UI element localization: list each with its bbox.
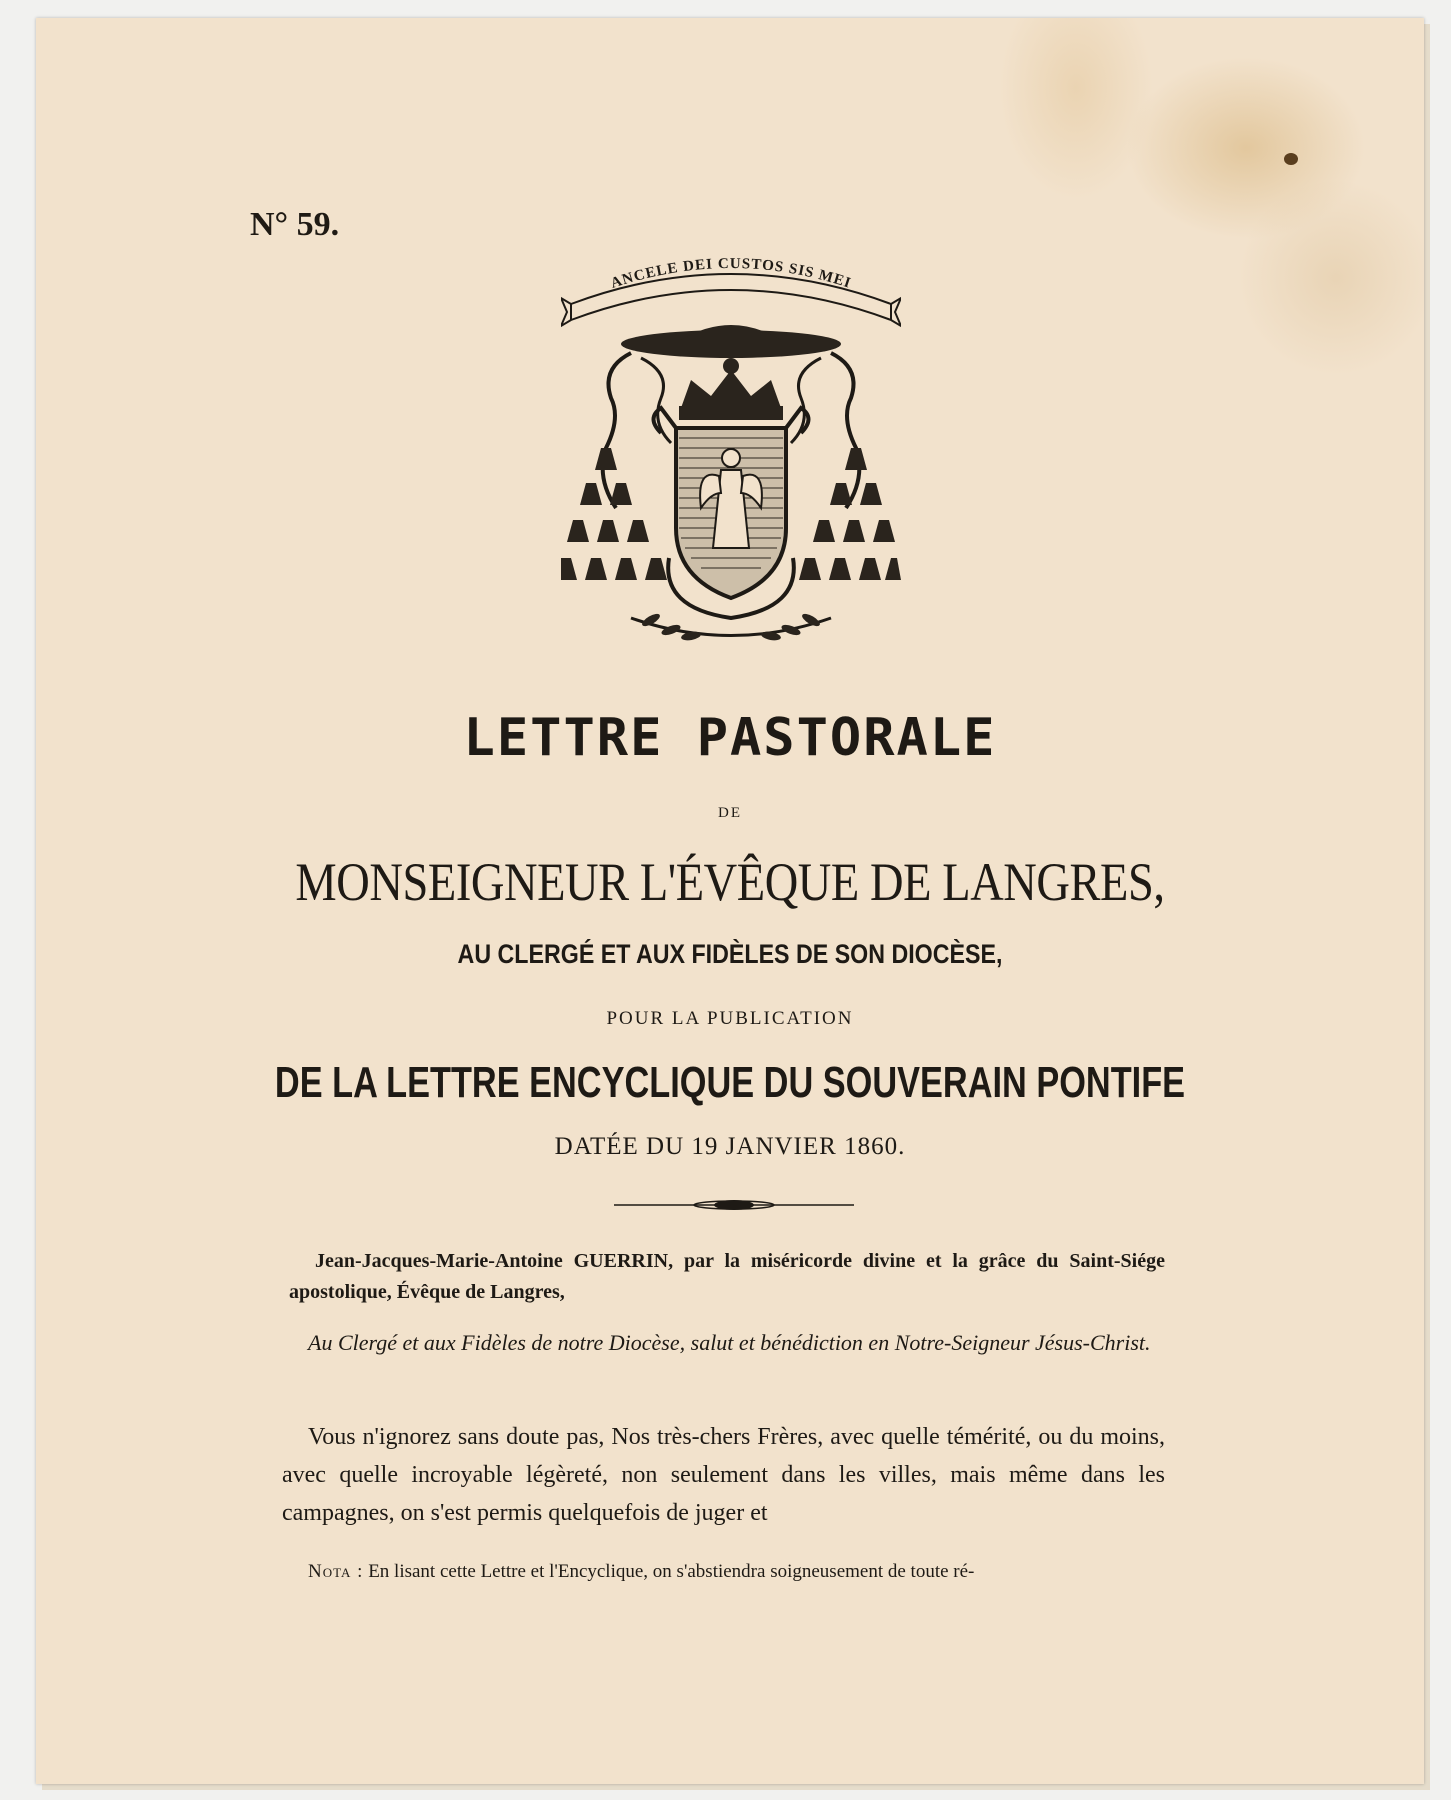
document-page xyxy=(36,18,1424,1784)
document-number: N° 59. xyxy=(250,206,340,243)
address-paragraph: Au Clergé et aux Fidèles de notre Diocèse, salut et bénédiction en Notre-Seigneur Jésus-Christ. xyxy=(308,1330,1151,1355)
audience-line: AU CLERGÉ ET AUX FIDÈLES DE SON DIOCÈSE, xyxy=(457,939,1003,969)
motto-text: ANCELE DEI CUSTOS SIS MEI xyxy=(608,258,854,292)
nota-label: Nota : xyxy=(308,1561,364,1582)
author-line: MONSEIGNEUR L'ÉVÊQUE DE LANGRES, xyxy=(295,852,1165,912)
document-title: LETTRE PASTORALE xyxy=(463,708,997,768)
episcopal-coat-of-arms xyxy=(561,258,901,673)
nota-footnote xyxy=(282,1558,1165,1586)
subject-line: DE LA LETTRE ENCYCLIQUE DU SOUVERAIN PONTIFE xyxy=(274,1058,1186,1107)
body-paragraph: Vous n'ignorez sans doute pas, Nos très-chers Frères, avec quelle témérité, ou du moins, avec quelle incroyable légèreté, non seulement dans les villes, mais même dans les campagnes, on s'est permis quelquefois de juger et xyxy=(282,1424,1165,1526)
ink-stain xyxy=(1284,153,1298,165)
title-connector: DE xyxy=(718,805,742,821)
date-line: DATÉE DU 19 JANVIER 1860. xyxy=(554,1133,906,1160)
purpose-line: POUR LA PUBLICATION xyxy=(606,1008,854,1029)
ornamental-divider xyxy=(614,1198,854,1212)
nota-text: En lisant cette Lettre et l'Encyclique, on s'abstiendra soigneusement de toute ré- xyxy=(368,1561,975,1582)
salutation-paragraph: Jean-Jacques-Marie-Antoine GUERRIN, par la miséricorde divine et la grâce du Saint-Siége apostolique, Évêque de Langres, xyxy=(289,1250,1165,1303)
